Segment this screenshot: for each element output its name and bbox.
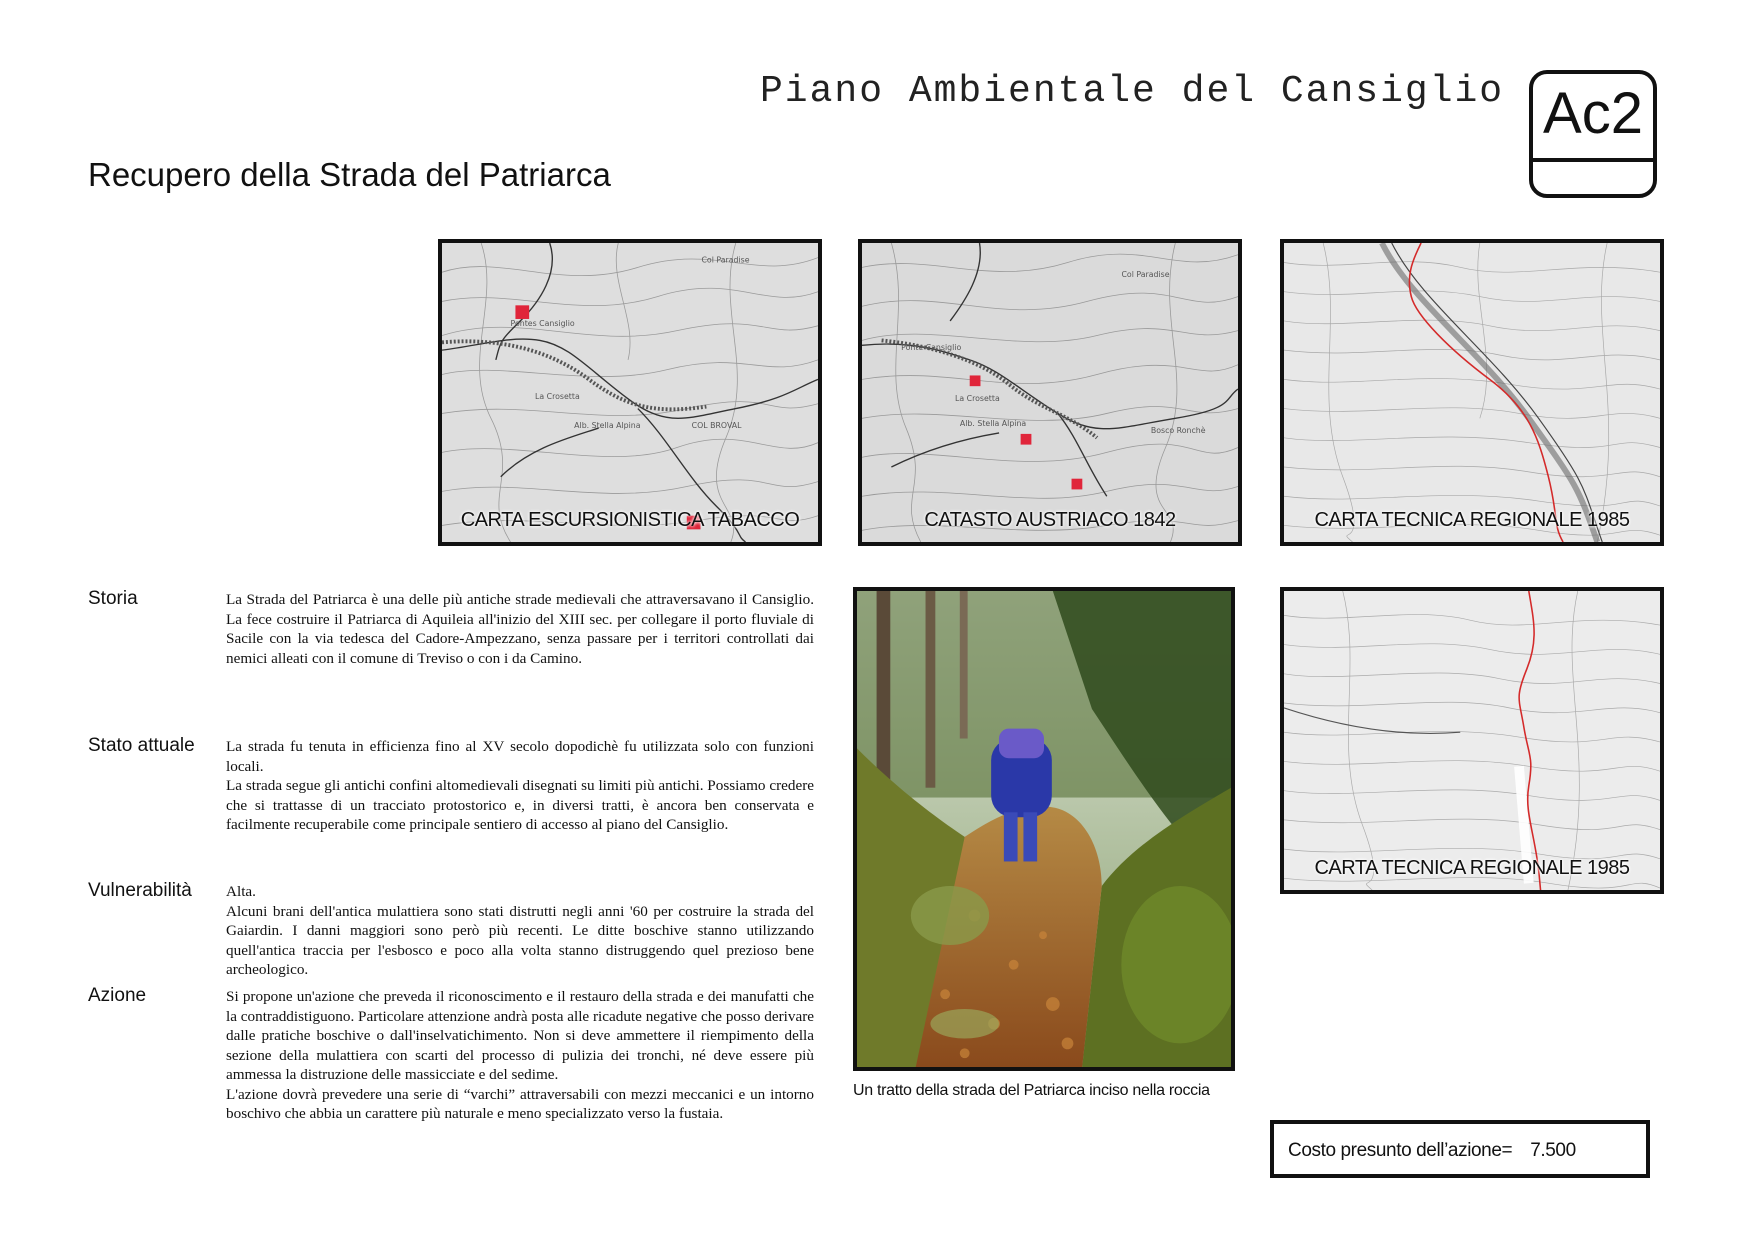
section-stato-paragraph: La strada fu tenuta in efficienza fino al XV secolo dopodichè fu utilizzata solo con funzioni locali. <box>226 738 814 775</box>
sheet-code-box <box>1529 70 1657 198</box>
svg-text:Alb. Stella Alpina: Alb. Stella Alpina <box>959 419 1027 429</box>
svg-text:La Crosetta: La Crosetta <box>955 393 1000 403</box>
section-azione-text <box>226 987 814 1124</box>
svg-text:Pontes Cansiglio: Pontes Cansiglio <box>510 318 575 328</box>
section-vulnerabilita-paragraph: Alcuni brani dell'antica mulattiera sono stati distrutti negli anni '60 per costruire la strada del Gaiardin. I danni maggiori sono però più recenti. Le ditte boschive stanno utilizzando quell'antica traccia per l'esbosco e poco alla volta stanno distruggendo quel prezioso bene archeologico. <box>226 902 814 978</box>
section-stato-text <box>226 737 814 835</box>
svg-text:Ponte Cansiglio: Ponte Cansiglio <box>901 343 962 353</box>
map-catasto-caption: CATASTO AUSTRIACO 1842 <box>924 509 1176 531</box>
section-azione-paragraph: L'azione dovrà prevedere una serie di “varchi” attraversabili con mezzi meccanici e un intorno boschivo che abbia un carattere più naturale e meno specializzato verso la fustaia. <box>226 1085 814 1122</box>
map-tabacco-image <box>442 243 818 542</box>
section-stato-paragraph: La strada segue gli antichi confini altomedievali disegnati su limiti più antichi. Possiamo credere che si trattasse di un tracciato protostorico e, in diversi tratti, è ancora ben conservata e facilmente recuperabile come principale sentiero di accesso al piano del Cansiglio. <box>226 777 814 833</box>
map-ctr-bottom <box>1280 587 1664 894</box>
page-title: Recupero della Strada del Patriarca <box>88 156 611 193</box>
svg-text:Bosco Ronchè: Bosco Ronchè <box>1150 425 1206 435</box>
map-ctr-top <box>1280 239 1664 546</box>
trail-photo <box>853 587 1235 1071</box>
svg-text:Alb. Stella Alpina: Alb. Stella Alpina <box>574 421 641 431</box>
photo-caption: Un tratto della strada del Patriarca inciso nella roccia <box>853 1082 1210 1099</box>
section-storia-text <box>226 590 814 668</box>
map-tabacco <box>438 239 822 546</box>
cost-box <box>1270 1120 1650 1178</box>
section-storia-paragraph: La Strada del Patriarca è una delle più antiche strade medievali che attraversavano il Cansiglio. La fece costruire il Patriarca di Aquileia all'inizio del XIII sec. per collegare il porto fluviale di Sacile con la via tedesca del Cadore-Ampezzano, senza passare per i territori controllati dai nemici alleati con il comune di Treviso o con i da Camino. <box>226 591 814 667</box>
svg-text:La Crosetta: La Crosetta <box>535 391 580 401</box>
section-vulnerabilita-label: Vulnerabilità <box>88 880 192 901</box>
map-ctr-top-caption: CARTA TECNICA REGIONALE 1985 <box>1314 509 1630 531</box>
sheet-code-divider <box>1533 158 1653 162</box>
section-storia-label: Storia <box>88 588 138 609</box>
map-ctr-bottom-caption: CARTA TECNICA REGIONALE 1985 <box>1314 857 1630 879</box>
map-tabacco-caption: CARTA ESCURSIONISTICA TABACCO <box>460 509 800 531</box>
map-catasto-image <box>862 243 1238 542</box>
section-vulnerabilita-paragraph: Alta. <box>226 883 256 900</box>
map-catasto <box>858 239 1242 546</box>
map-ctr-bottom-image <box>1284 591 1660 890</box>
map-ctr-top-image <box>1284 243 1660 542</box>
svg-text:Col Paradise: Col Paradise <box>1121 270 1170 280</box>
sheet-code: Ac2 <box>1543 81 1643 146</box>
project-title: Piano Ambientale del Cansiglio <box>760 70 1505 113</box>
section-azione-label: Azione <box>88 985 147 1006</box>
svg-text:COL BROVAL: COL BROVAL <box>691 421 742 431</box>
trail-photo-image <box>857 591 1231 1067</box>
cost-value: 7.500 <box>1530 1140 1576 1161</box>
section-azione-paragraph: Si propone un'azione che preveda il riconoscimento e il restauro della strada e dei manufatti che la contraddistiguono. Particolare attenzione andrà posta alle ricadute negative che posso derivare dalle pratiche boschive o dall'inselvatichimento. Non si deve ammettere il riempimento della sezione della mulattiera con scarti del processo di pulizia dei tronchi, né deve essere più ammessa la distruzione delle massicciate e del sedime. <box>226 988 814 1083</box>
section-stato-label: Stato attuale <box>88 735 195 756</box>
section-vulnerabilita-text <box>226 882 814 980</box>
cost-label: Costo presunto dell’azione= <box>1288 1140 1513 1161</box>
svg-text:Col Paradise: Col Paradise <box>701 255 750 265</box>
